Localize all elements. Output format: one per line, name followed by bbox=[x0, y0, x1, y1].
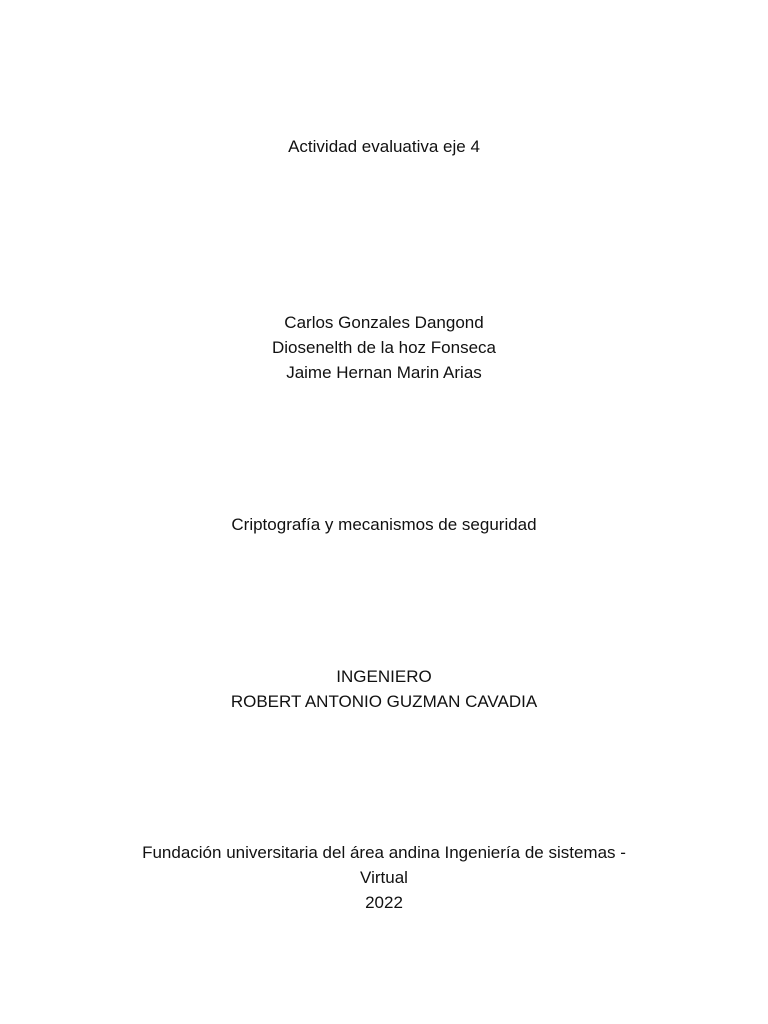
course-section bbox=[0, 512, 768, 537]
author-name: Jaime Hernan Marin Arias bbox=[286, 363, 482, 382]
teacher-section bbox=[0, 664, 768, 714]
institution-modality: Virtual bbox=[360, 868, 408, 887]
document-title: Actividad evaluativa eje 4 bbox=[288, 137, 480, 156]
institution-name: Fundación universitaria del área andina Ingeniería de sistemas - bbox=[142, 843, 626, 862]
teacher-role: INGENIERO bbox=[336, 667, 432, 686]
institution-section bbox=[0, 840, 768, 915]
document-year: 2022 bbox=[365, 893, 403, 912]
author-name: Carlos Gonzales Dangond bbox=[284, 313, 484, 332]
author-name: Diosenelth de la hoz Fonseca bbox=[272, 338, 496, 357]
course-name: Criptografía y mecanismos de seguridad bbox=[231, 515, 537, 534]
authors-section bbox=[0, 310, 768, 385]
title-section bbox=[0, 134, 768, 159]
teacher-name: ROBERT ANTONIO GUZMAN CAVADIA bbox=[230, 692, 538, 711]
